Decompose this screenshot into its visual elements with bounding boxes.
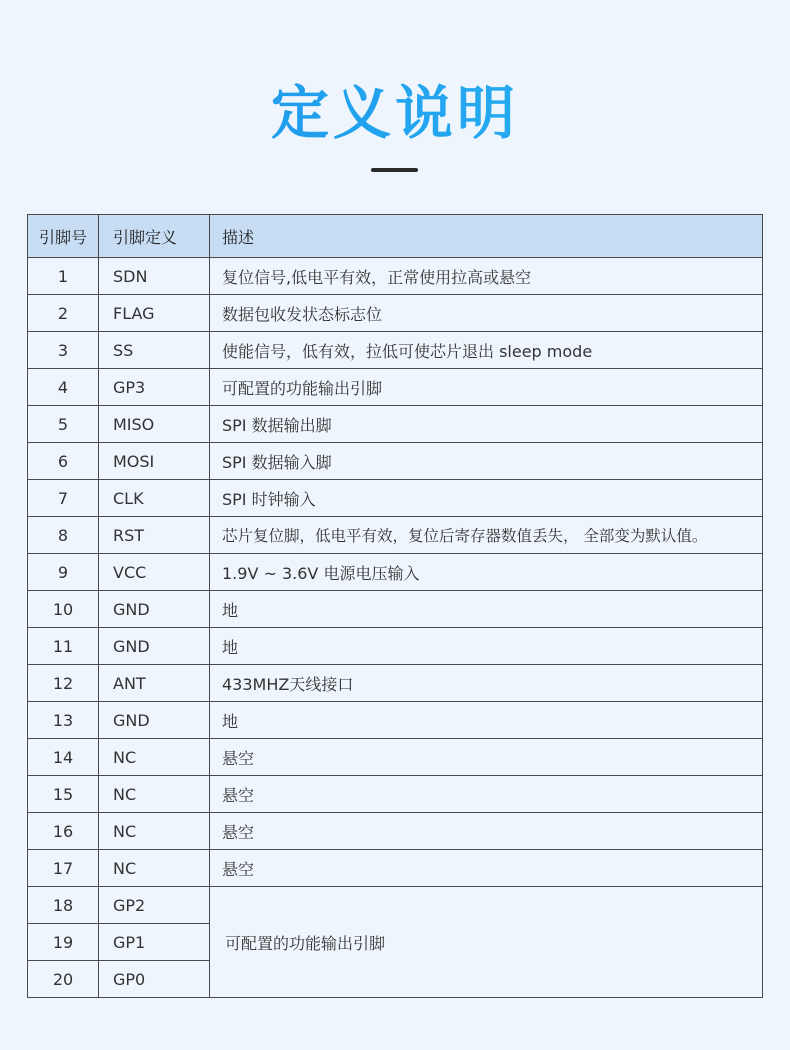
table-row — [28, 850, 763, 887]
table-row — [28, 628, 763, 665]
pin-definition: GP0 — [99, 961, 210, 998]
pin-description: SPI 数据输入脚 — [210, 443, 763, 480]
table-header-row — [28, 215, 763, 258]
pin-definition: MISO — [99, 406, 210, 443]
table-row — [28, 665, 763, 702]
pin-definition: CLK — [99, 480, 210, 517]
merged-pin-description: 可配置的功能输出引脚 — [210, 887, 763, 998]
pin-description: 地 — [210, 702, 763, 739]
pin-description: 悬空 — [210, 776, 763, 813]
pin-number: 16 — [28, 813, 99, 850]
pin-definition: NC — [99, 776, 210, 813]
pin-description: 数据包收发状态标志位 — [210, 295, 763, 332]
pin-definition: NC — [99, 850, 210, 887]
pin-description: 复位信号,低电平有效，正常使用拉高或悬空 — [210, 258, 763, 295]
pin-number: 15 — [28, 776, 99, 813]
pin-description: 433MHZ天线接口 — [210, 665, 763, 702]
pin-number: 2 — [28, 295, 99, 332]
header-pin-number: 引脚号 — [28, 215, 99, 258]
header-description: 描述 — [210, 215, 763, 258]
pin-number: 4 — [28, 369, 99, 406]
pin-definition: GP1 — [99, 924, 210, 961]
pin-definition: FLAG — [99, 295, 210, 332]
pin-number: 1 — [28, 258, 99, 295]
pin-number: 13 — [28, 702, 99, 739]
pin-description: 芯片复位脚，低电平有效，复位后寄存器数值丢失， 全部变为默认值。 — [210, 517, 763, 554]
pin-description: 可配置的功能输出引脚 — [210, 369, 763, 406]
pin-definition: NC — [99, 739, 210, 776]
pin-description: 使能信号，低有效，拉低可使芯片退出 sleep mode — [210, 332, 763, 369]
pin-number: 20 — [28, 961, 99, 998]
pin-number: 8 — [28, 517, 99, 554]
pin-description: 悬空 — [210, 813, 763, 850]
pin-number: 19 — [28, 924, 99, 961]
table-row — [28, 739, 763, 776]
table-row — [28, 702, 763, 739]
table-row — [28, 887, 763, 924]
pin-description: 1.9V ~ 3.6V 电源电压输入 — [210, 554, 763, 591]
pin-description: 悬空 — [210, 739, 763, 776]
pin-definition: VCC — [99, 554, 210, 591]
pin-description: 悬空 — [210, 850, 763, 887]
pin-definition: MOSI — [99, 443, 210, 480]
pin-definition: SDN — [99, 258, 210, 295]
pin-definition: NC — [99, 813, 210, 850]
pin-definition: GND — [99, 702, 210, 739]
pin-definition: GP3 — [99, 369, 210, 406]
pin-definition-table — [27, 214, 763, 998]
table-row — [28, 776, 763, 813]
table-row — [28, 517, 763, 554]
pin-number: 10 — [28, 591, 99, 628]
table-row — [28, 258, 763, 295]
table-row — [28, 554, 763, 591]
table-row — [28, 813, 763, 850]
pin-number: 12 — [28, 665, 99, 702]
pin-number: 17 — [28, 850, 99, 887]
table-row — [28, 443, 763, 480]
pin-definition: ANT — [99, 665, 210, 702]
pin-number: 7 — [28, 480, 99, 517]
table-row — [28, 332, 763, 369]
pin-number: 14 — [28, 739, 99, 776]
pin-definition: SS — [99, 332, 210, 369]
pin-number: 9 — [28, 554, 99, 591]
pin-number: 5 — [28, 406, 99, 443]
pin-definition: RST — [99, 517, 210, 554]
pin-description: SPI 时钟输入 — [210, 480, 763, 517]
page-title: 定义说明 — [0, 66, 790, 150]
title-underline — [371, 168, 418, 172]
pin-number: 6 — [28, 443, 99, 480]
pin-number: 3 — [28, 332, 99, 369]
header-pin-definition: 引脚定义 — [99, 215, 210, 258]
table-row — [28, 295, 763, 332]
pin-definition: GND — [99, 591, 210, 628]
table-row — [28, 369, 763, 406]
table-row — [28, 406, 763, 443]
table-row — [28, 480, 763, 517]
pin-description: 地 — [210, 628, 763, 665]
pin-definition: GP2 — [99, 887, 210, 924]
pin-description: SPI 数据输出脚 — [210, 406, 763, 443]
table-row — [28, 591, 763, 628]
pin-number: 11 — [28, 628, 99, 665]
pin-number: 18 — [28, 887, 99, 924]
pin-definition: GND — [99, 628, 210, 665]
pin-description: 地 — [210, 591, 763, 628]
